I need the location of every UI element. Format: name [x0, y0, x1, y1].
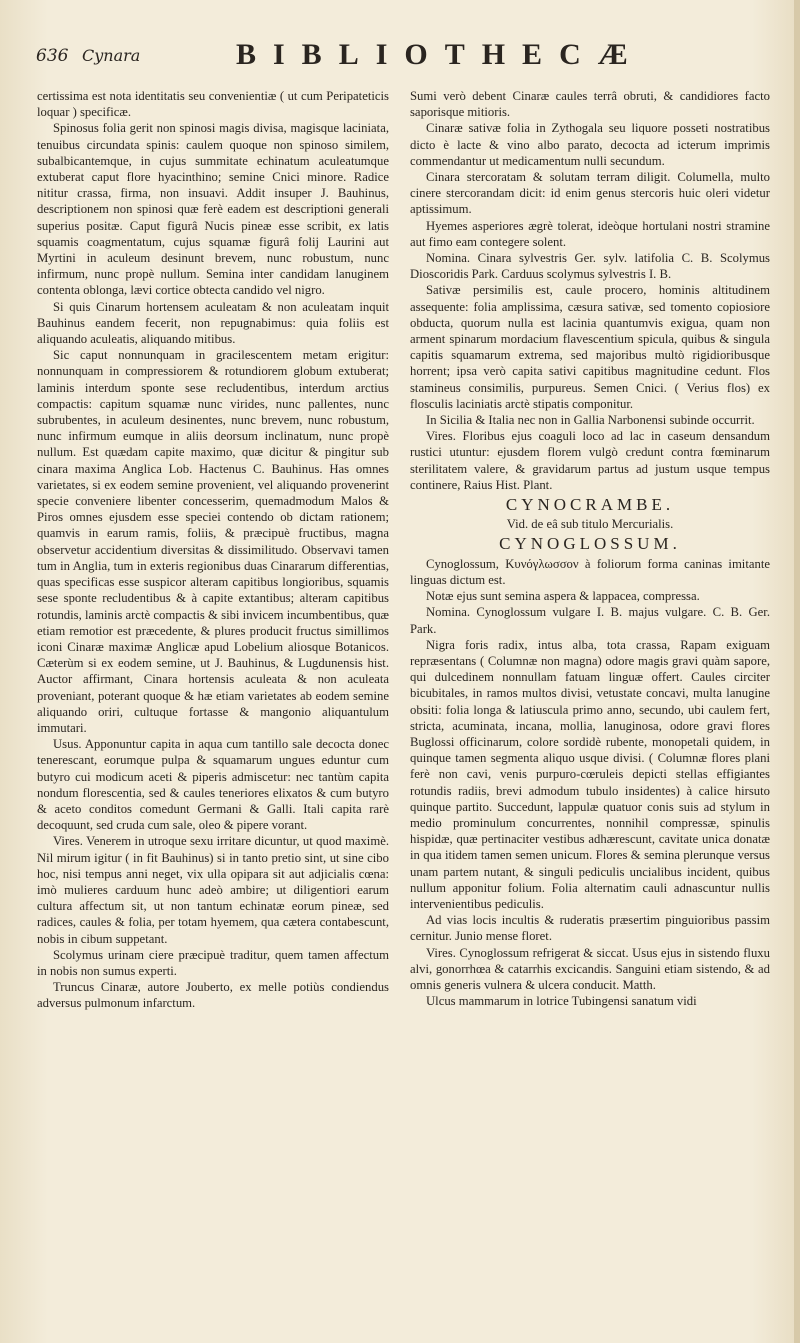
page-header — [0, 38, 800, 78]
right-column — [410, 88, 770, 1009]
paragraph: Nomina. Cinara sylvestris Ger. sylv. latifolia C. B. Scolymus Dioscoridis Park. Carduus scolymus sylvestris I. B. — [410, 251, 770, 282]
section-heading-cynocrambe: CYNOCRAMBE. — [505, 495, 675, 515]
paragraph: Spinosus folia gerit non spinosi magis divisa, magisque laciniata, tenuibus circundata spinis: caulem quoque non spinoso similem, subalbicantemque, in cujus summitate echinatum aculeatumque extuberat caput flore hyacinthino; semine Cnici minore. Radice nititur crassa, firma, non insuavi. Addit insuper J. Bauhinus, descriptionem non spinosi quæ ferè eadem est descriptioni generali superius positæ. Caput figurâ Nucis pineæ esse scribit, ex latis squamis coagmentatum, cujus squamæ figurâ folij Laurini aut Myrtini in aculeum desinunt brevem, nunc robustum, nunc infirmum, nunc propè nullum. Semina inter candidam lanuginem contenta oblonga, lævi cortice obtecta candido vel nigro. — [37, 121, 389, 298]
paragraph: Nomina. Cynoglossum vulgare I. B. majus vulgare. C. B. Ger. Park. — [410, 605, 770, 636]
paragraph: Scolymus urinam ciere præcipuè traditur, quem tamen affectum in nobis non sumus experti. — [37, 947, 389, 978]
paragraph: In Sicilia & Italia nec non in Gallia Narbonensi subinde occurrit. — [426, 413, 755, 428]
paragraph: Vires. Floribus ejus coaguli loco ad lac in caseum densandum rustici utuntur: ejusdem florem vulgò credunt contra fœminarum sterilitatem valere, & gravidarum partus ad justum usque tempus continere, Raius Hist. Plant. — [410, 429, 770, 492]
paragraph: Si quis Cinarum hortensem aculeatam & non aculeatam inquit Bauhinus eandem fecerit, non repugnabimus: quia foliis est aliquando aculeatis, aliquando mitibus. — [37, 299, 389, 347]
cross-reference: Vid. de eâ sub titulo Mercurialis. — [506, 517, 674, 532]
paragraph: Sumi verò debent Cinaræ caules terrâ obruti, & candidiores facto saporisque mitioris. — [410, 89, 770, 120]
page-edge — [794, 0, 800, 1343]
paragraph: certissima est nota identitatis seu convenientiæ ( ut cum Peripateticis loquar ) specificæ. — [37, 89, 389, 120]
paragraph: Vires. Venerem in utroque sexu irritare dicuntur, ut quod maximè. Nil mirum igitur ( in fit Bauhinus) si in tanto pretio sint, ut sine cibo hoc, nisi tempus anni neget, vix ulla opipara sit aut adjicialis cœna: imò mulieres carduum hunc adeò ambire; ut diligentiori earum cultura affectum sit, ut non tantum echinatæ eorum pineæ, sed radices, caules & folia, per totam hyemem, qua cætera contabescunt, nobis in cibum suppetant. — [37, 834, 389, 946]
page-title: BIBLIOTHECÆ — [236, 38, 645, 71]
paragraph: Truncus Cinaræ, autore Jouberto, ex melle potiùs condiendus adversus pulmonum infarctum. — [37, 980, 389, 1011]
paragraph: Ad vias locis incultis & ruderatis præsertim pinguioribus passim cernitur. Junio mense floret. — [410, 913, 770, 944]
paragraph: Cinara stercoratam & solutam terram diligit. Columella, multo cinere stercorandam dicit: id enim genus stercoris huic oleri videtur aptissimum. — [410, 170, 770, 217]
paragraph: Hyemes asperiores ægrè tolerat, ideòque hortulani nostri stramine aut fimo eam contegere solent. — [410, 218, 770, 249]
paragraph: Cinaræ sativæ folia in Zythogala seu liquore posseti nostratibus dicto è lacte & vino albo parato, decocta ad icterum imprimis commendantur ut medicamentum nulli secundum. — [410, 121, 770, 168]
paragraph: Vires. Cynoglossum refrigerat & siccat. Usus ejus in sistendo fluxu alvi, gonorrhœa & catarrhis excicandis. Sanguini etiam sistendo, & ad omnis generis vulnera & ulcera conducit. Matth. — [410, 945, 770, 992]
paragraph: Sic caput nonnunquam in gracilescentem metam erigitur: nonnunquam in compressiorem & rotundiorem globum extuberat; laminis interdum sponte sese recludentibus, interdum arctius compactis: capitum squamæ nunc virides, nunc pallentes, nunc subrubentes, in aculeum desinentes, nunc brevem, nunc robustum, nunc infirmum eumque in aliis deorsum inclinatum, nunc propè nullum. Est quædam capite maximo, quæ dicitur & pingitur sub cinara maxima Anglica Lob. Hactenus C. Bauhinus. Has omnes varietates, si ex eodem semine provenient, vel aliquando provenerint specie conveniere libenter concesserim, quemadmodum Malos & Piros omnes ejusdem esse speciei contendo ob dictam rationem; quamvis in earum ramis, foliis, & præcipuè fructibus, magna observetur accidentium diversitas & dissimilitudo. Observavi tamen tum in Anglia, tum in exteris regionibus duas Cinararum differentias, quas specificas esse suspicor alteram capitibus longioribus, squamis sese sponte recludentibus & à capite extantibus; alteram capitibus rotundis, laminis arctè compactis & sibi invicem incumbentibus, quæ etiam remotior est præcedente, & plures producit fructus simillimos iconi Cinaræ maximæ Anglicæ apud Lobelium aliosque Botanicos. Cæterùm si ex eodem semine, ut J. Bauhinus, & Lugdunensis hist. Auctor affirmant, Cinara hortensis aculeata & non aculeata proveniant, poterant quoque & hæ etiam varietates ab eodem semine aliquando oriri, cultuque fortasse & mangonio aliquantulum immutari. — [37, 348, 389, 735]
running-head: Cynara — [82, 46, 141, 65]
paragraph: Nigra foris radix, intus alba, tota crassa, Rapam exiguam repræsentans ( Columnæ non magna) odore magis gravi quàm sapore, qui dulcedinem nonnullam fatuam linguæ offert. Caules circiter bicubitales, in ramos multos divisi, vetustate concavi, multa lanugine obsiti: folia longa & latiuscula primo anno, secundo, ubi caulem fert, stricta, acuminata, incana, mollia, lanuginosa, odore gravi flores Buglossi officinarum, colore sordidè rubente, monopetali quidem, in quinque tamen segmenta aliquo usque divisi. ( Columnæ flores plani ferè non cavi, venis purpuro-cœruleis depicti stellas effigiantes rotundis radiis, brevi admodum tubulo insidentes) à calice hirsuto quinque partito. Succedunt, lappulæ quatuor conis suis ad stylum in medio prominulum concurrentes, nonnihil compressæ, spinulis hispidæ, quæ pertinaciter vestibus adhærescunt, cavitate unica donatæ in qua itidem tamen semen unicum. Flores & semina plerunque versus unam partem nutant, & singuli pediculis uncialibus incident, quibus nullum apponitur folium. Folia alternatim cauli adnascuntur nullis intervenientibus pediculis. — [410, 637, 770, 911]
left-column — [37, 88, 389, 1012]
paragraph: Sativæ persimilis est, caule procero, hominis altitudinem assequente: folia amplissima, cæsura sativæ, sed tomento copiosiore obducta, quorum nulla est lacinia quantumvis exigua, quam non arment spinarum mordacium flavescentium spicula, quibus & singula capitis squamarum extrema, sed majoribus multò rigidioribusque horrent; ipsa verò capita sativi capitibus magnitudine cedunt. Flos stamineus consimilis, purpureus. Semen Cnici. ( Verius flos) ex flosculis laciniatis arctè stipatis componitur. — [410, 283, 770, 411]
paragraph: Ulcus mammarum in lotrice Tubingensi sanatum vidi — [426, 994, 697, 1009]
page-number: 636 — [36, 46, 69, 66]
paragraph: Cynoglossum, Κυνόγλωσσον à foliorum forma caninas imitante linguas dictum est. — [410, 556, 770, 587]
paragraph: Notæ ejus sunt semina aspera & lappacea, compressa. — [426, 589, 700, 604]
section-heading-cynoglossum: CYNOGLOSSUM. — [499, 534, 681, 554]
paragraph: Usus. Apponuntur capita in aqua cum tantillo sale decocta donec tenerescant, eorumque pulpa & squamarum ungues eduntur cum butyro cui modicum aceti & piperis admiscetur: nec tantùm capita nondum florescentia, sed & caules teneriores elixatos & cum butyro & aceto conditos comedunt Germani & Galli. Itali capita rarè decoquunt, sed cruda cum sale, oleo & pipere vorant. — [37, 737, 389, 833]
